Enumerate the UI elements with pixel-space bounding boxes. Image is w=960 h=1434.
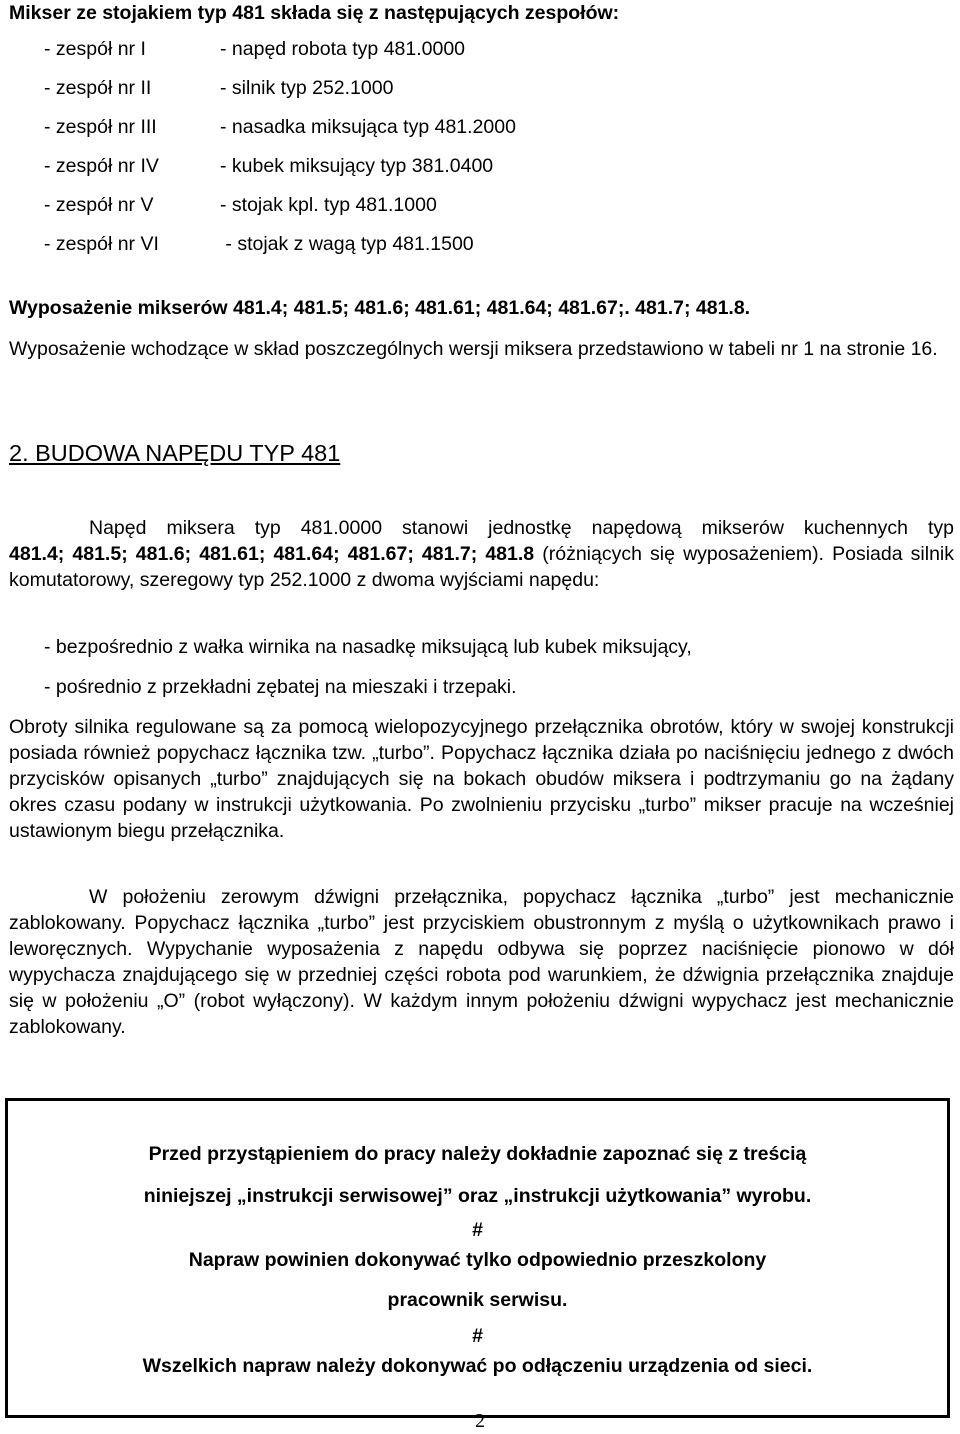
page-number: 2 [475,1410,485,1432]
component-row [44,233,644,259]
paragraph-speed-control: Obroty silnika regulowane są za pomocą wielopozycyjnego przełącznika obrotów, który w swojej konstrukcji posiada również popychacz łącznika tzw. „turbo”. Popychacz łącznika działa po naciśnięciu jednego z dwóch przycisków opisanych „turbo” znajdujących się na bokach obudów miksera i podtrzymaniu go na żądany okres czasu podany w instrukcji użytkowania. Po zwolnieniu przycisku „turbo” mikser pracuje na wcześniej ustawionym biegu przełącznika. [9,716,954,842]
component-group: - zespół nr V [44,194,154,216]
component-desc: - kubek miksujący typ 381.0400 [220,155,494,177]
equipment-text: Wyposażenie wchodzące w skład poszczególnych wersji miksera przedstawiono w tabeli nr 1 na stronie 16. [9,338,938,360]
type-list: 481.4; 481.5; 481.6; 481.61; 481.64; 481.67; 481.7; 481.8 [9,543,535,565]
component-row [44,116,644,142]
notice-separator: # [472,1325,483,1347]
component-row [44,77,644,103]
paragraph-text: Napęd miksera typ 481.0000 stanowi jednostkę napędową mikserów kuchennych typ [89,517,954,539]
equipment-heading: Wyposażenie mikserów 481.4; 481.5; 481.6; 481.61; 481.64; 481.67;. 481.7; 481.8. [9,297,751,319]
notice-line: Wszelkich napraw należy dokonywać po odłączeniu urządzenia od sieci. [142,1355,813,1377]
notice-line: pracownik serwisu. [387,1289,568,1311]
component-row [44,155,644,181]
component-desc: - nasadka miksująca typ 481.2000 [220,116,516,138]
component-row [44,38,644,64]
component-desc: - silnik typ 252.1000 [220,77,394,99]
component-group: - zespół nr VI [44,233,159,255]
section-heading: 2. BUDOWA NAPĘDU TYP 481 [9,440,341,466]
notice-separator: # [472,1219,483,1241]
component-desc: - stojak z wagą typ 481.1500 [220,233,474,255]
paragraph-text: (różniących się wyposażeniem). Posiada silnik komutatorowy, szeregowy typ 252.1000 z dwoma wyjściami napędu: [9,543,955,591]
list-item: - pośrednio z przekładni zębatej na mieszaki i trzepaki. [44,676,517,698]
paragraph-zero-position: W położeniu zerowym dźwigni przełącznika, popychacz łącznika „turbo” jest mechanicznie zablokowany. Popychacz łącznika „turbo” jest przyciskiem obustronnym z myślą o użytkownikach prawo i leworęcznych. Wypychanie wyposażenia z napędu odbywa się poprzez naciśnięcie pionowo w dół wypychacza znajdującego się w przedniej części robota pod warunkiem, że dźwignia przełącznika znajduje się w położeniu „O” (robot wyłączony). W każdym innym położeniu dźwigni wypychacz jest mechanicznie zablokowany. [9,886,954,1038]
notice-line: Przed przystąpieniem do pracy należy dokładnie zapoznać się z treścią [148,1143,807,1165]
notice-line: niniejszej „instrukcji serwisowej” oraz „instrukcji użytkowania” wyrobu. [143,1185,812,1207]
component-group: - zespół nr III [44,116,157,138]
component-group: - zespół nr I [44,38,146,60]
list-item: - bezpośrednio z wałka wirnika na nasadkę miksującą lub kubek miksujący, [44,636,692,658]
paragraph-drive-intro [9,515,954,593]
component-group: - zespół nr II [44,77,152,99]
component-desc: - napęd robota typ 481.0000 [220,38,466,60]
component-group: - zespół nr IV [44,155,159,177]
notice-line: Napraw powinien dokonywać tylko odpowiednio przeszkolony [188,1249,767,1271]
paragraph-line [9,515,954,541]
component-row [44,194,644,220]
component-desc: - stojak kpl. typ 481.1000 [220,194,437,216]
document-title: Mikser ze stojakiem typ 481 składa się z następujących zespołów: [9,2,620,24]
notice-box [5,1098,950,1418]
